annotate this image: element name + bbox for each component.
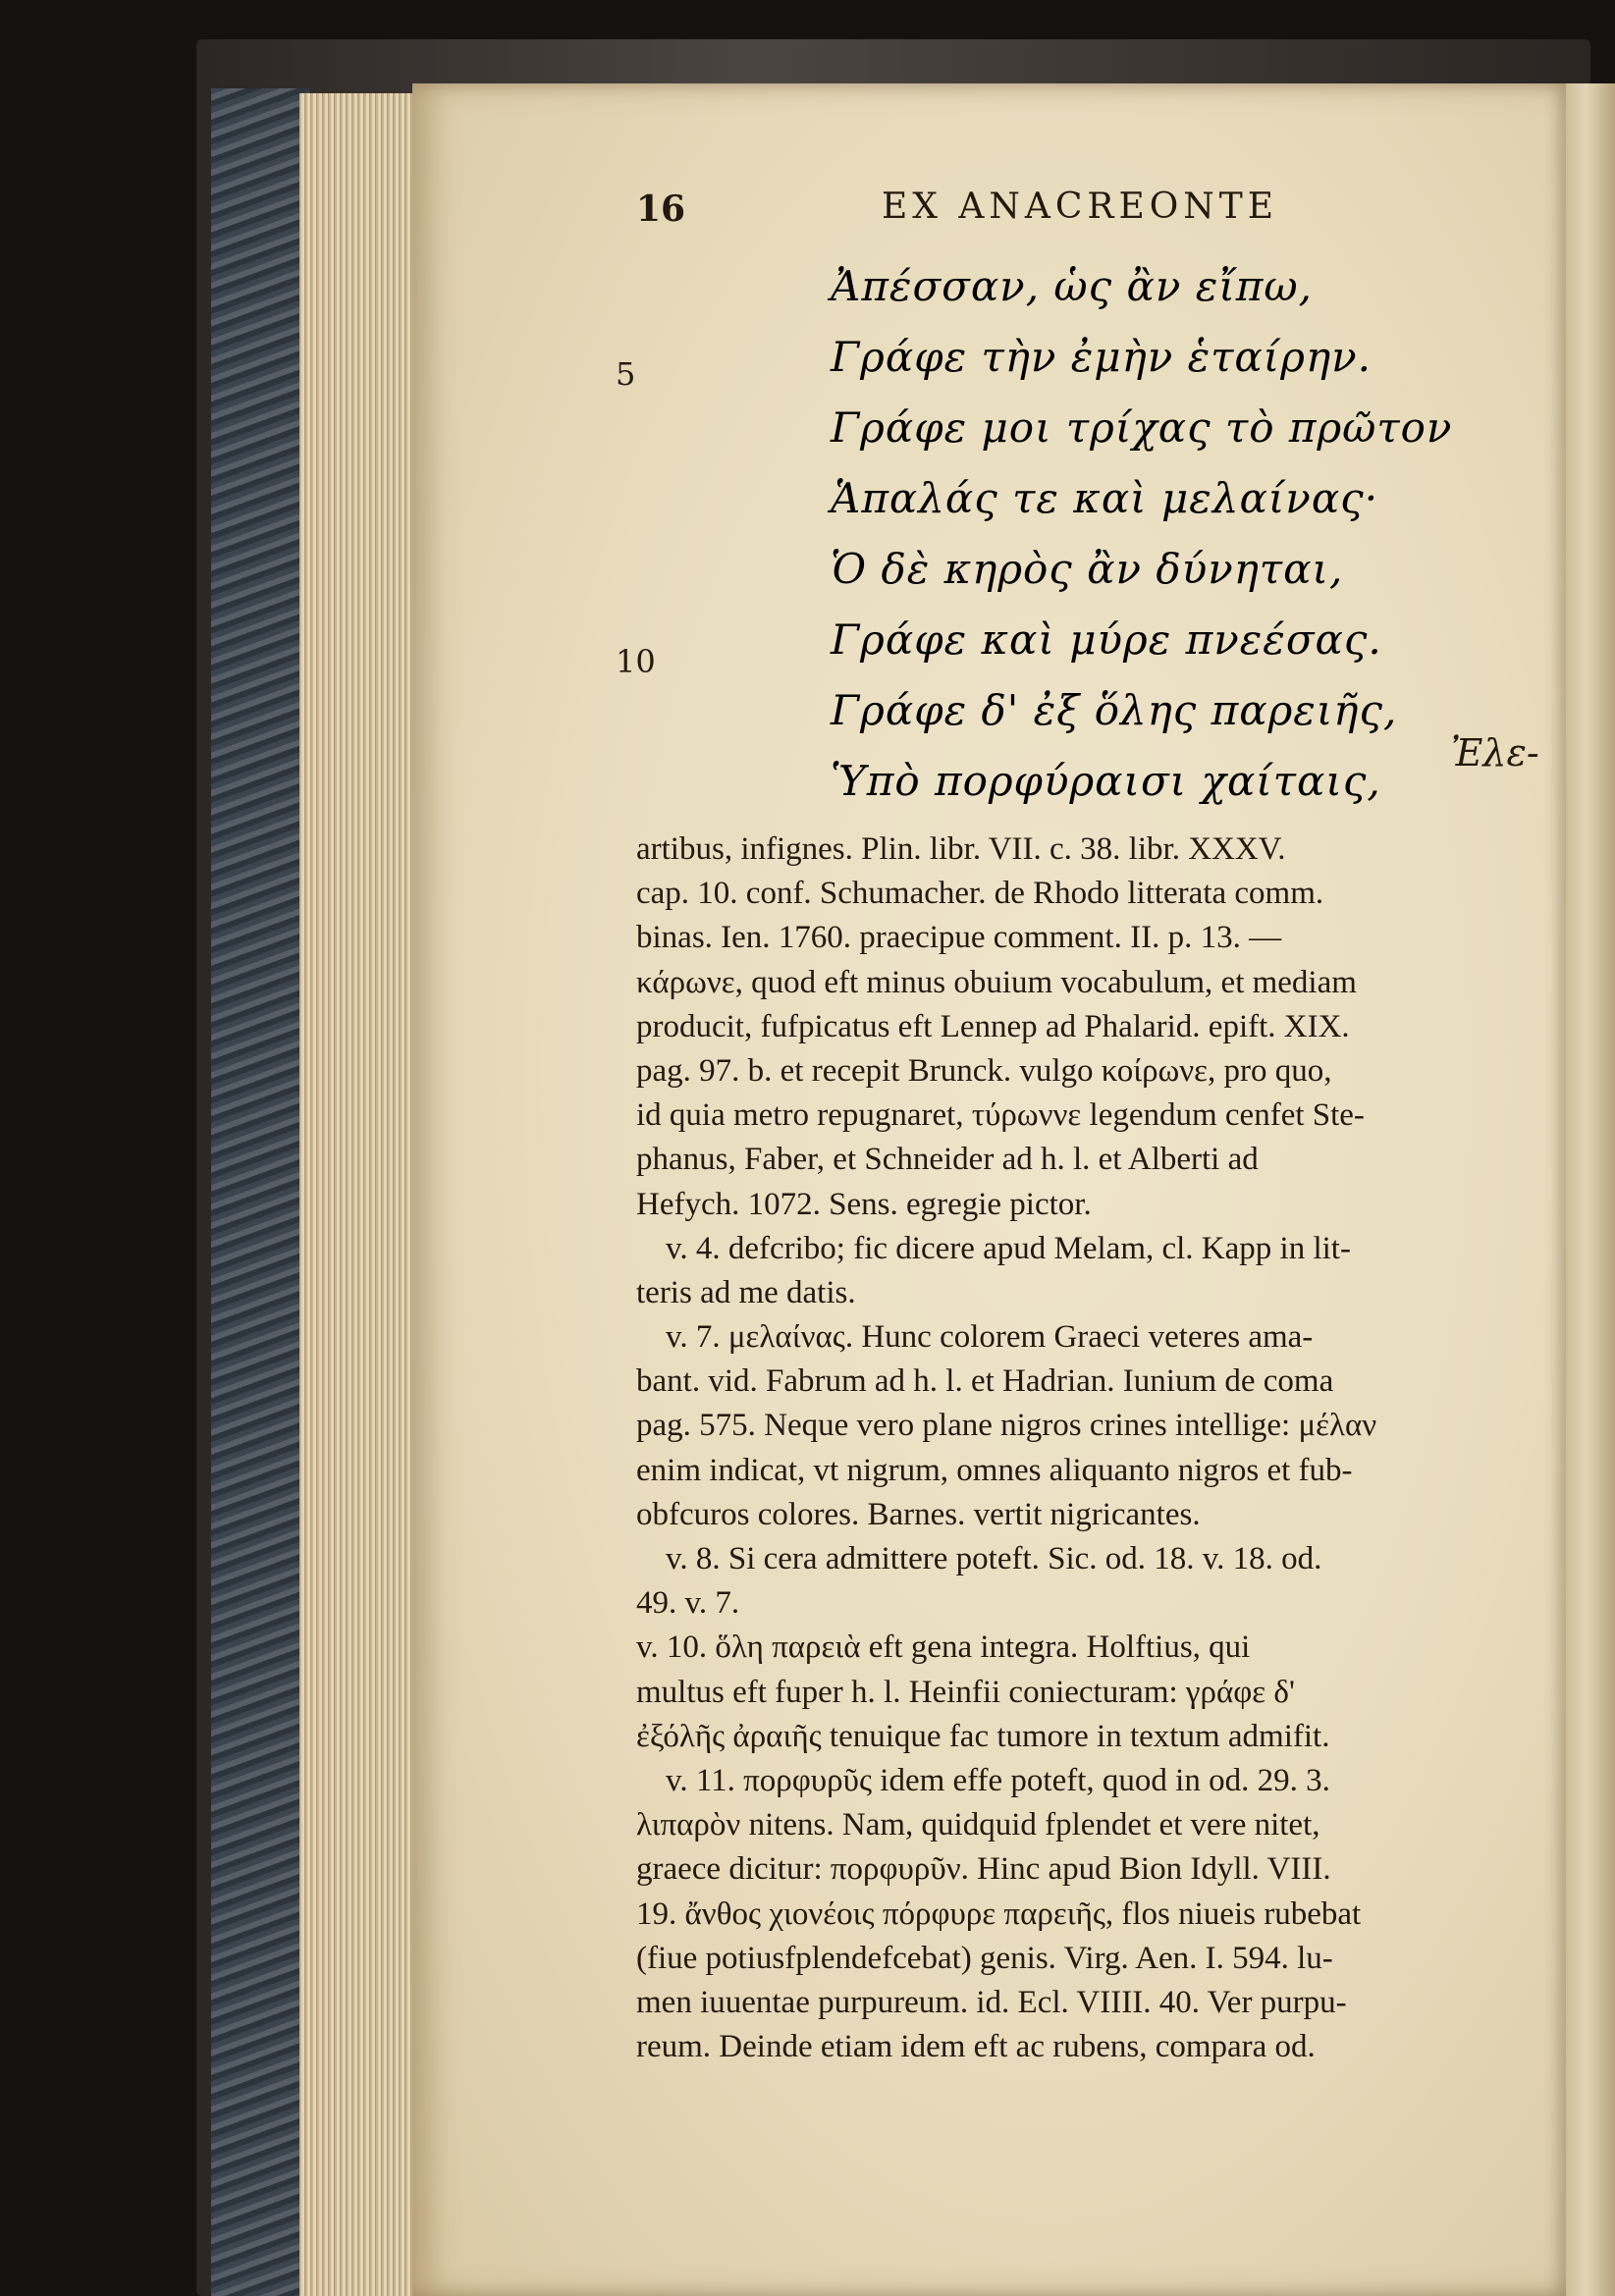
catchword: Ἐλε- — [1451, 731, 1539, 774]
verse-line: Γράφε δ' ἐξ ὅλης παρειῆς, — [831, 686, 1398, 734]
running-head: EX ANACREONTE — [882, 187, 1279, 227]
commentary-line: v. 7. μελαίνας. Hunc colorem Graeci veteres ama- — [666, 1319, 1314, 1356]
commentary-line: λιπαρὸν nitens. Nam, quidquid fplendet et vere nitet, — [636, 1807, 1320, 1843]
commentary-notes — [636, 828, 1557, 2069]
commentary-line: men iuuentae purpureum. id. Ecl. VIIII. 40. Ver purpu- — [636, 1984, 1347, 2020]
page-number: 16 — [636, 188, 686, 230]
commentary-line: (fiue potiusfplendefcebat) genis. Virg. Aen. I. 594. lu- — [636, 1940, 1333, 1976]
commentary-line: v. 10. ὅλη παρειὰ eft gena integra. Holftius, qui — [636, 1629, 1251, 1666]
commentary-line: v. 8. Si cera admittere poteft. Sic. od. 18. v. 18. od. — [666, 1541, 1322, 1576]
line-number-10: 10 — [616, 643, 656, 680]
verse-line: Γράφε καὶ μύρε πνεέσας. — [831, 615, 1382, 664]
commentary-line: v. 4. defcribo; fic dicere apud Melam, cl. Kapp in lit- — [666, 1230, 1351, 1266]
commentary-line: v. 11. πορφυρῦς idem effe poteft, quod in od. 29. 3. — [666, 1762, 1330, 1798]
commentary-line: teris ad me datis. — [636, 1274, 856, 1310]
commentary-line: κάρωνε, quod eft minus obuium vocabulum, et mediam — [636, 964, 1357, 1000]
line-number-5: 5 — [616, 355, 636, 393]
commentary-line: graece dicitur: πορφυρῦν. Hinc apud Bion Idyll. VIII. — [636, 1851, 1331, 1888]
commentary-line: pag. 575. Neque vero plane nigros crines intellige: μέλαν — [636, 1408, 1377, 1444]
facing-page-edge — [1566, 83, 1615, 2296]
commentary-line: enim indicat, vt nigrum, omnes aliquanto nigros et fub- — [636, 1452, 1353, 1488]
commentary-line: reum. Deinde etiam idem eft ac rubens, compara od. — [636, 2029, 1316, 2065]
page-edges — [299, 93, 417, 2296]
verse-line: Ὁ δὲ κηρὸς ἂν δύνηται, — [831, 545, 1344, 593]
verse-line: Ἀπέσσαν, ὡς ἂν εἴπω, — [831, 262, 1313, 310]
commentary-line: pag. 97. b. et recepit Brunck. vulgo κοίρωνε, pro quo, — [636, 1052, 1332, 1089]
verse-line: Γράφε μοι τρίχας τὸ πρῶτον — [831, 403, 1453, 452]
commentary-line: id quia metro repugnaret, τύρωννε legendum cenfet Ste- — [636, 1097, 1365, 1134]
marbled-spine — [211, 88, 309, 2296]
commentary-line: multus eft fuper h. l. Heinfii coniecturam: γράφε δ' — [636, 1674, 1295, 1710]
commentary-line: ἐξόλῆς ἀραιῆς tenuique fac tumore in textum admifit. — [636, 1718, 1330, 1754]
commentary-line: phanus, Faber, et Schneider ad h. l. et Alberti ad — [636, 1142, 1259, 1178]
verse-line: Ἁπαλάς τε καὶ μελαίνας· — [831, 474, 1379, 522]
verse-line: Ὑπὸ πορφύραισι χαίταις, — [831, 757, 1381, 805]
commentary-line: producit, fufpicatus eft Lennep ad Phalarid. epift. XIX. — [636, 1008, 1350, 1044]
commentary-line: cap. 10. conf. Schumacher. de Rhodo litterata comm. — [636, 876, 1324, 912]
commentary-line: binas. Ien. 1760. praecipue comment. II. p. 13. — — [636, 920, 1282, 956]
commentary-line: artibus, infignes. Plin. libr. VII. c. 38. libr. XXXV. — [636, 831, 1286, 867]
verse-line: Γράφε τὴν ἐμὴν ἑταίρην. — [831, 333, 1372, 381]
commentary-line: 19. ἄνθος χιονέοις πόρφυρε παρειῆς, flos niueis rubebat — [636, 1896, 1362, 1932]
commentary-line: bant. vid. Fabrum ad h. l. et Hadrian. Iunium de coma — [636, 1363, 1334, 1400]
commentary-line: Hefych. 1072. Sens. egregie pictor. — [636, 1186, 1092, 1222]
commentary-line: 49. v. 7. — [636, 1585, 740, 1622]
commentary-line: obfcuros colores. Barnes. vertit nigricantes. — [636, 1496, 1201, 1532]
